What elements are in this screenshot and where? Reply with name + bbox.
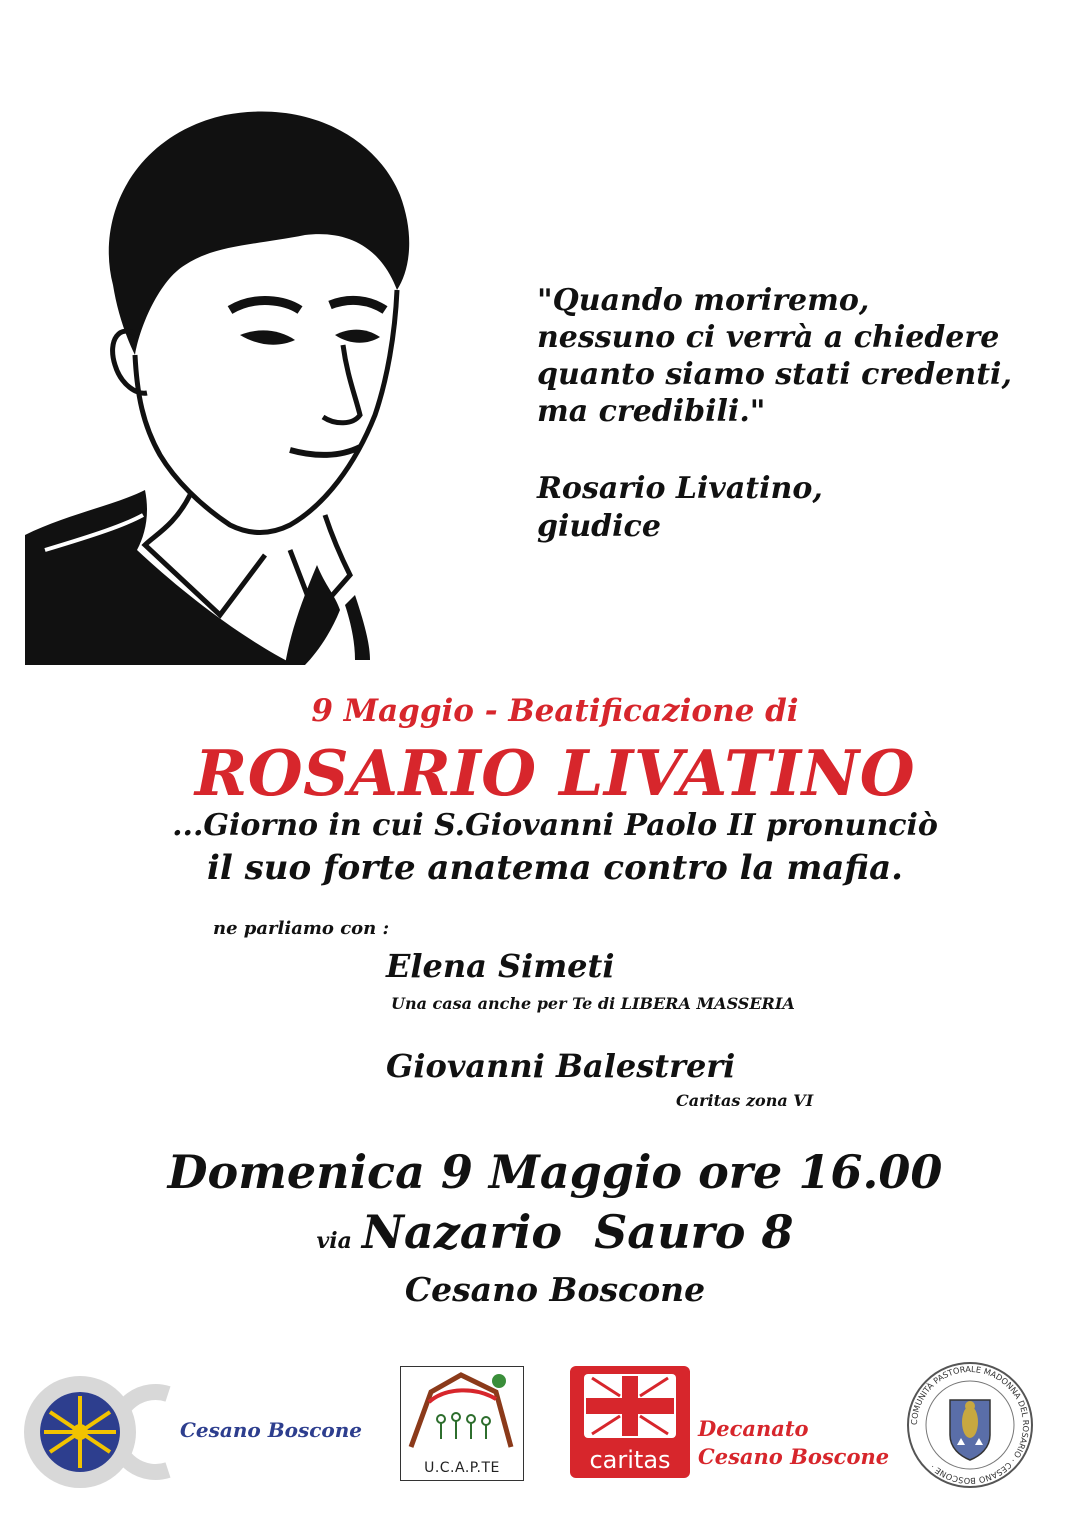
quote-line: ma credibili." [537, 394, 766, 429]
caritas-cross-icon [570, 1366, 690, 1446]
event-date-time: Domenica 9 Maggio ore 16.00 [167, 1145, 943, 1199]
event-subtitle-2: il suo forte anatema contro la mafia. [206, 848, 903, 888]
event-city: Cesano Boscone [404, 1270, 706, 1309]
event-line: 9 Maggio - Beatificazione di [311, 693, 799, 729]
caritas-logo [570, 1366, 690, 1478]
decanato-caption [698, 1415, 889, 1471]
ucapte-house-icon [401, 1367, 523, 1457]
caritas-logo-label: caritas [589, 1446, 671, 1474]
quote-line: "Quando moriremo, [537, 283, 870, 318]
quote-text [537, 282, 1057, 430]
seal-text: COMUNITÀ PASTORALE MADONNA DEL ROSARIO · CESANO BOSCONE · [908, 1363, 1032, 1487]
quote-line: nessuno ci verrà a chiedere [537, 320, 1000, 355]
portrait-illustration [25, 95, 445, 665]
talk-intro: ne parliamo con : [213, 918, 390, 939]
speaker-role: Caritas zona VI [676, 1091, 814, 1110]
decanato-line-1: Decanato [698, 1416, 809, 1441]
speaker-name: Giovanni Balestreri [386, 1047, 736, 1085]
speaker-role: Una casa anche per Te di LIBERA MASSERIA [391, 994, 795, 1013]
ucapte-logo [400, 1366, 524, 1481]
ucapte-logo-label: U.C.A.P.TE [424, 1460, 500, 1476]
event-subtitle-1: ...Giorno in cui S.Giovanni Paolo II pronunciò [172, 808, 938, 843]
quote-author-name: Rosario Livatino, [537, 471, 823, 506]
decanato-line-2: Cesano Boscone [698, 1444, 890, 1469]
quote-line: quanto siamo stati credenti, [537, 357, 1012, 392]
parish-seal [905, 1360, 1035, 1490]
speaker-name: Elena Simeti [386, 947, 615, 985]
address-street: Nazario Sauro 8 [361, 1205, 794, 1259]
address-prefix: via [316, 1228, 352, 1254]
quote-author-role: giudice [537, 509, 661, 544]
event-address [0, 1205, 1080, 1259]
ac-logo-caption: Cesano Boscone [180, 1418, 362, 1442]
quote-author [537, 470, 823, 546]
event-name: ROSARIO LIVATINO [194, 736, 916, 810]
